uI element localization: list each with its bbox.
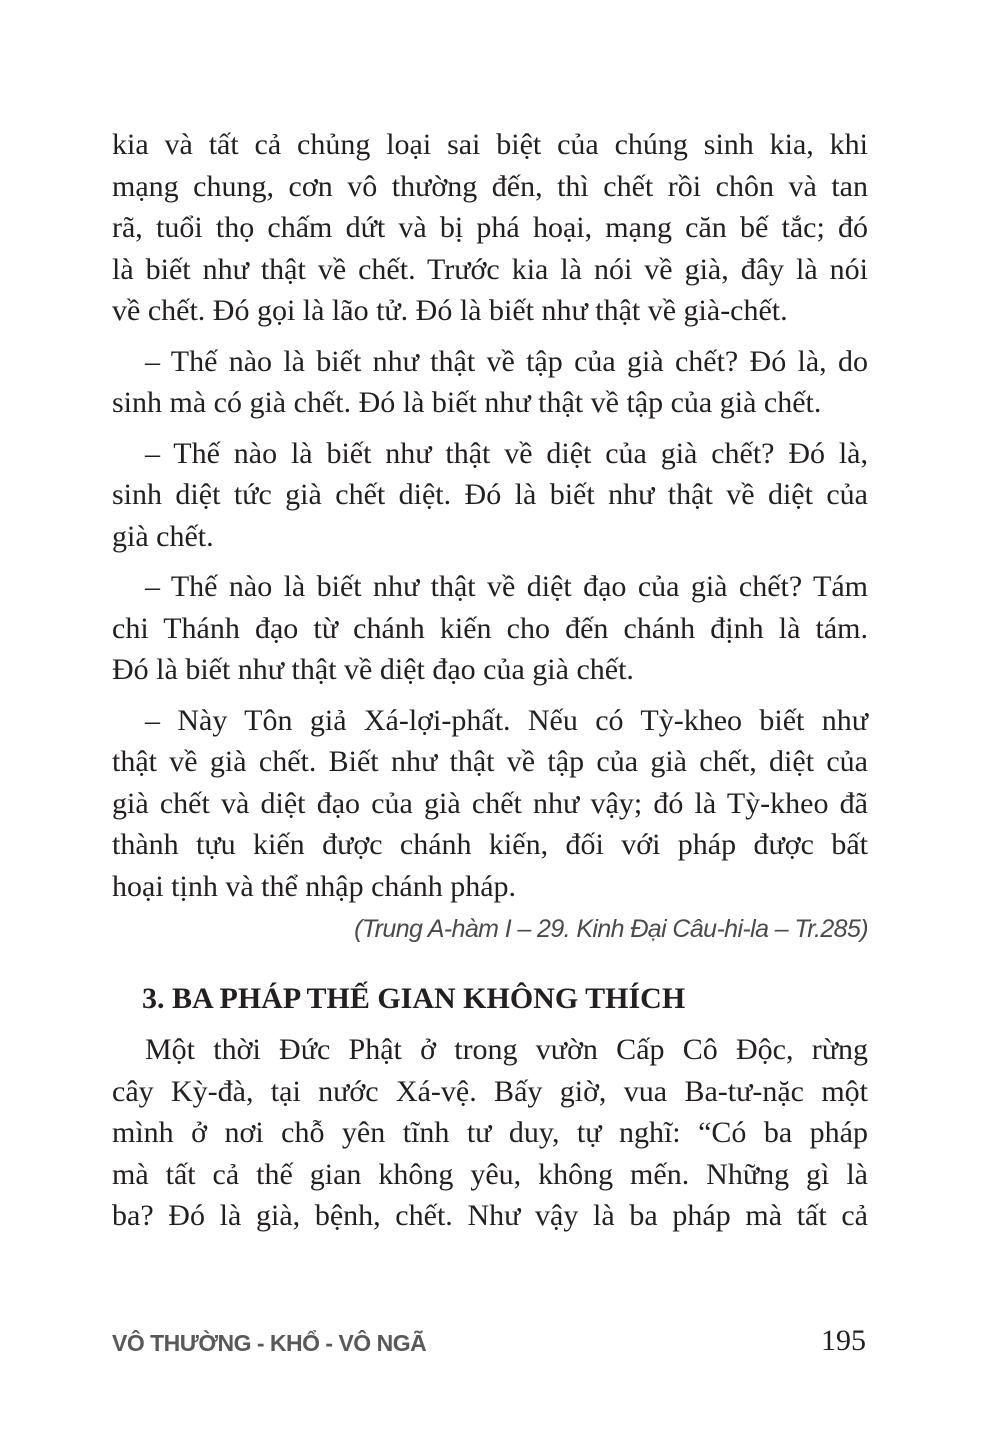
- text-line: già chết và diệt đạo của già chết như vậy; đó là Tỳ-kheo đã: [112, 786, 868, 820]
- text-line: chi Thánh đạo từ chánh kiến cho đến chánh định là tám.: [112, 611, 868, 645]
- text-line: về chết. Đó gọi là lão tử. Đó là biết như thật về già-chết.: [112, 294, 788, 327]
- text-line: là biết như thật về chết. Trước kia là nói về già, đây là nói: [112, 252, 868, 286]
- paragraph-intro: [112, 124, 868, 332]
- text-line: – Thế nào là biết như thật về diệt của già chết? Đó là,: [145, 436, 868, 470]
- text-line: già chết.: [112, 519, 214, 553]
- text-line: – Này Tôn giả Xá-lợi-phất. Nếu có Tỳ-kheo biết như: [145, 703, 868, 737]
- page-number: 195: [821, 1324, 866, 1357]
- text-line: thành tựu kiến được chánh kiến, đối với pháp được bất: [112, 828, 868, 861]
- text-line: mạng chung, cơn vô thường đến, thì chết rồi chôn và tan: [112, 169, 868, 203]
- footer-book-title: VÔ THƯỜNG - KHỔ - VÔ NGÃ: [112, 1330, 427, 1356]
- paragraph-cessation: [112, 433, 868, 558]
- text-line: kia và tất cả chủng loại sai biệt của chúng sinh kia, khi: [112, 128, 868, 161]
- paragraph-conclusion: [112, 700, 868, 908]
- section-heading: 3. BA PHÁP THẾ GIAN KHÔNG THÍCH: [142, 982, 686, 1015]
- text-line: Đó là biết như thật về diệt đạo của già chết.: [112, 653, 634, 686]
- text-line: – Thế nào là biết như thật về diệt đạo của già chết? Tám: [145, 570, 868, 603]
- paragraph-path: [112, 566, 868, 691]
- paragraph-origin: [112, 341, 868, 424]
- page-body: [112, 124, 868, 1237]
- text-line: ba? Đó là già, bệnh, chết. Như vậy là ba pháp mà tất cả: [112, 1199, 868, 1232]
- text-line: sinh diệt tức già chết diệt. Đó là biết như thật về diệt của: [112, 478, 868, 511]
- text-line: sinh mà có già chết. Đó là biết như thật về tập của già chết.: [112, 386, 822, 419]
- text-line: hoại tịnh và thể nhập chánh pháp.: [112, 869, 517, 903]
- paragraph-section: [112, 1029, 868, 1237]
- text-line: – Thế nào là biết như thật về tập của già chết? Đó là, do: [145, 344, 868, 378]
- citation: (Trung A-hàm I – 29. Kinh Đại Câu-hi-la – Tr.285): [354, 915, 868, 943]
- text-line: rã, tuổi thọ chấm dứt và bị phá hoại, mạng căn bế tắc; đó: [112, 211, 868, 244]
- text-line: thật về già chết. Biết như thật về tập của già chết, diệt của: [112, 745, 868, 778]
- text-line: mà tất cả thế gian không yêu, không mến. Những gì là: [112, 1157, 868, 1191]
- text-line: Một thời Đức Phật ở trong vườn Cấp Cô Độc, rừng: [145, 1033, 868, 1066]
- text-line: mình ở nơi chỗ yên tĩnh tư duy, tự nghĩ: “Có ba pháp: [112, 1116, 868, 1149]
- text-line: cây Kỳ-đà, tại nước Xá-vệ. Bấy giờ, vua Ba-tư-nặc một: [112, 1074, 868, 1108]
